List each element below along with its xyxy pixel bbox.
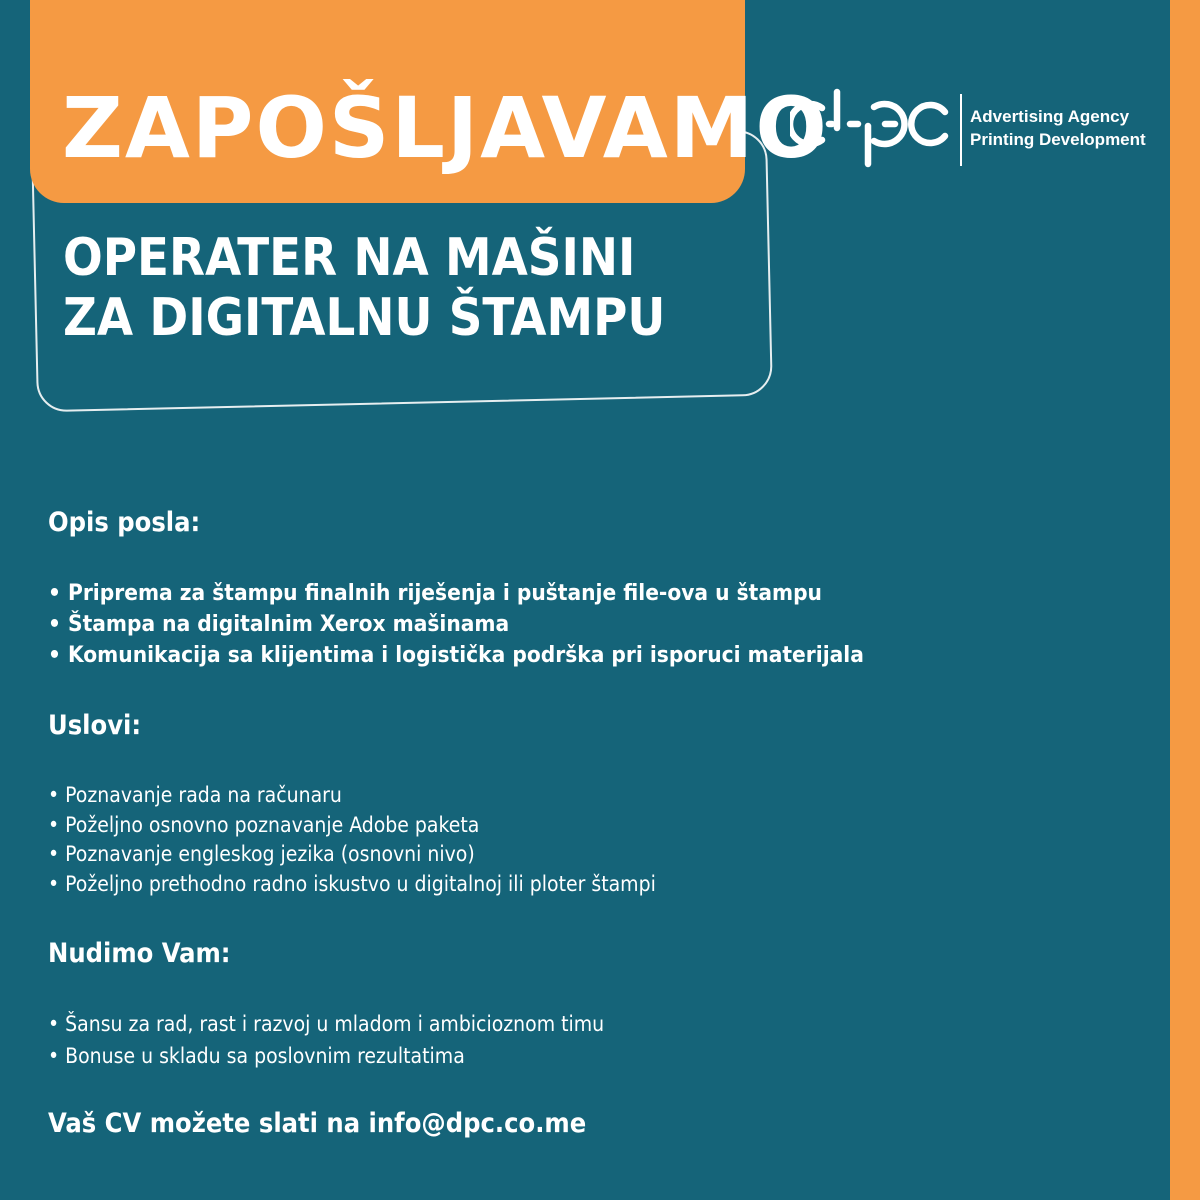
list-item: • Priprema za štampu finalnih riješenja i puštanje file-ova u štampu [48,578,1148,609]
job-description-heading: Opis posla: [48,507,201,538]
dpc-logo [790,88,1170,168]
offer-list [48,1008,1148,1072]
logo-tagline-printing: Printing Development [970,130,1146,149]
job-description-list [48,578,1148,671]
position-title-line-1: OPERATER NA MAŠINI [63,228,636,288]
requirements-list [48,781,1148,899]
job-details [48,505,1148,1142]
position-title-line-2: ZA DIGITALNU ŠTAMPU [63,288,666,348]
position-title [63,228,665,348]
list-item: • Šansu za rad, rast i razvoj u mladom i ambicioznom timu [48,1008,1148,1040]
list-item: • Poznavanje engleskog jezika (osnovni nivo) [48,840,1148,870]
logo-divider [960,94,962,166]
list-item: • Štampa na digitalnim Xerox mašinama [48,609,1148,640]
headline: ZAPOŠLJAVAMO [62,79,829,177]
requirements-heading: Uslovi: [48,710,142,741]
cv-contact-line: Vaš CV možete slati na info@dpc.co.me [48,1108,587,1139]
logo-tagline-advertising: Advertising Agency [970,107,1130,126]
dpc-logo-mark [790,88,955,168]
list-item: • Bonuse u skladu sa poslovnim rezultatima [48,1040,1148,1072]
offer-heading: Nudimo Vam: [48,938,231,969]
list-item: • Poželjno prethodno radno iskustvo u digitalnoj ili ploter štampi [48,870,1148,900]
list-item: • Komunikacija sa klijentima i logistička podrška pri isporuci materijala [48,640,1148,671]
list-item: • Poznavanje rada na računaru [48,781,1148,811]
list-item: • Poželjno osnovno poznavanje Adobe paketa [48,811,1148,841]
right-accent-stripe [1170,0,1200,1200]
